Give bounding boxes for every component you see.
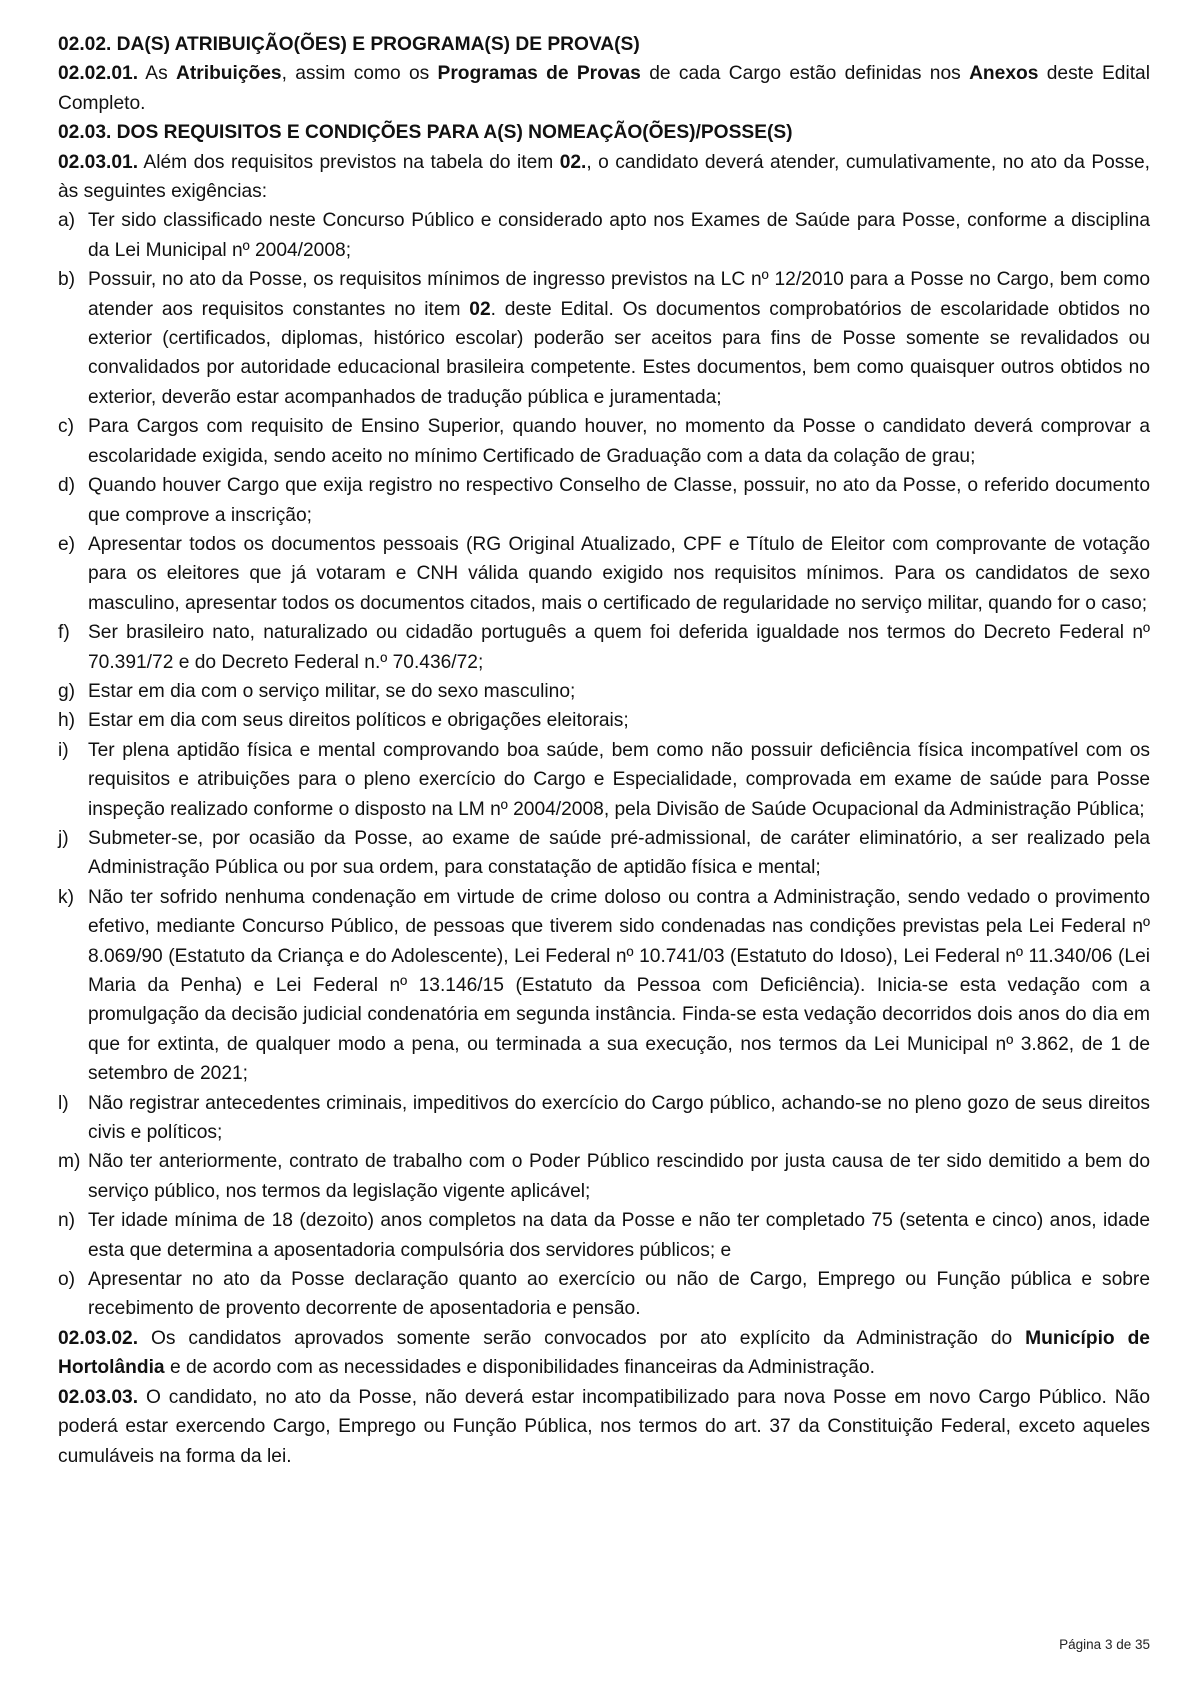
- paragraph-number: 02.02.01.: [58, 63, 139, 85]
- list-item-m: m) Não ter anteriormente, contrato de trabalho com o Poder Público rescindido por justa causa de ter sido demitido a bem do serviço público, nos termos da legislação vigente aplicável;: [58, 1147, 1150, 1206]
- list-item-label: h): [58, 710, 76, 732]
- list-item-label: f): [58, 622, 70, 644]
- list-item-label: n): [58, 1210, 76, 1232]
- list-item-n: n) Ter idade mínima de 18 (dezoito) anos completos na data da Posse e não ter completado 75 (setenta e cinco) anos, idade esta que determina a aposentadoria compulsória dos servidores públicos; e: [58, 1206, 1150, 1265]
- requirements-list: [58, 206, 1150, 1323]
- list-item-j: j) Submeter-se, por ocasião da Posse, ao exame de saúde pré-admissional, de caráter eliminatório, a ser realizado pela Administração Pública ou por sua ordem, para constatação de aptidão física e mental;: [58, 824, 1150, 883]
- section-heading-0203: 02.03. DOS REQUISITOS E CONDIÇÕES PARA A(S) NOMEAÇÃO(ÕES)/POSSE(S): [58, 122, 793, 144]
- list-item-g: g) Estar em dia com o serviço militar, se do sexo masculino;: [58, 677, 1150, 706]
- list-item-label: a): [58, 210, 76, 232]
- list-item-k: k) Não ter sofrido nenhuma condenação em virtude de crime doloso ou contra a Administração, sendo vedado o provimento efetivo, mediante Concurso Público, de pessoas que tiverem sido condenadas nas condições previstas pela Lei Federal nº 8.069/90 (Estatuto da Criança e do Adolescente), Lei Federal nº 10.741/03 (Estatuto do Idoso), Lei Federal nº 11.340/06 (Lei Maria da Penha) e Lei Federal nº 13.146/15 (Estatuto da Pessoa com Deficiência). Inicia-se esta vedação com a promulgação da decisão judicial condenatória em segunda instância. Finda-se esta vedação decorridos dois anos do dia em que for extinta, de qualquer modo a pena, ou terminada a sua execução, nos termos da Lei Municipal nº 3.862, de 1 de setembro de 2021;: [58, 883, 1150, 1089]
- list-item-a: a) Ter sido classificado neste Concurso Público e considerado apto nos Exames de Saúde para Posse, conforme a disciplina da Lei Municipal nº 2004/2008;: [58, 206, 1150, 265]
- list-item-i: i) Ter plena aptidão física e mental comprovando boa saúde, bem como não possuir deficiência física incompatível com os requisitos e atribuições para o pleno exercício do Cargo e Especialidade, comprovada em exame de saúde para Posse inspeção realizado conforme o disposto na LM nº 2004/2008, pela Divisão de Saúde Ocupacional da Administração Pública;: [58, 736, 1150, 824]
- page-number: Página 3 de 35: [1059, 1637, 1150, 1652]
- list-item-h: h) Estar em dia com seus direitos políticos e obrigações eleitorais;: [58, 706, 1150, 735]
- paragraph-number: 02.03.02.: [58, 1327, 139, 1349]
- paragraph-number: 02.03.01.: [58, 151, 139, 173]
- list-item-label: j): [58, 827, 69, 849]
- list-item-e: e) Apresentar todos os documentos pessoais (RG Original Atualizado, CPF e Título de Eleitor com comprovante de votação para os eleitores que já votaram e CNH válida quando exigido nos requisitos mínimos. Para os candidatos de sexo masculino, apresentar todos os documentos citados, mais o certificado de regularidade no serviço militar, quando for o caso;: [58, 530, 1150, 618]
- list-item-label: d): [58, 475, 76, 497]
- paragraph-020302: 02.03.02. Os candidatos aprovados somente serão convocados por ato explícito da Administração do Município de Hortolândia e de acordo com as necessidades e disponibilidades financeiras da Administração.: [58, 1327, 1150, 1379]
- list-item-o: o) Apresentar no ato da Posse declaração quanto ao exercício ou não de Cargo, Emprego ou Função pública e sobre recebimento de provento decorrente de aposentadoria e pensão.: [58, 1265, 1150, 1324]
- paragraph-020201: 02.02.01. As Atribuições, assim como os Programas de Provas de cada Cargo estão definidas nos Anexos deste Edital Completo.: [58, 63, 1150, 114]
- paragraph-number: 02.03.03.: [58, 1386, 139, 1408]
- list-item-label: m): [58, 1151, 81, 1173]
- list-item-label: l): [58, 1092, 69, 1114]
- document-page: [58, 30, 1150, 1471]
- list-item-b: b) Possuir, no ato da Posse, os requisitos mínimos de ingresso previstos na LC nº 12/2010 para a Posse no Cargo, bem como atender aos requisitos constantes no item 02. deste Edital. Os documentos comprobatórios de escolaridade obtidos no exterior (certificados, diplomas, histórico escolar) poderão ser aceitos para fins de Posse somente se revalidados ou convalidados por autoridade educacional brasileira competente. Estes documentos, bem como quaisquer outros obtidos no exterior, deverão estar acompanhados de tradução pública e juramentada;: [58, 265, 1150, 412]
- document-body: [58, 30, 1150, 1471]
- paragraph-020303: 02.03.03. O candidato, no ato da Posse, não deverá estar incompatibilizado para nova Posse em novo Cargo Público. Não poderá estar exercendo Cargo, Emprego ou Função Pública, nos termos do art. 37 da Constituição Federal, exceto aqueles cumuláveis na forma da lei.: [58, 1386, 1150, 1467]
- list-item-d: d) Quando houver Cargo que exija registro no respectivo Conselho de Classe, possuir, no ato da Posse, o referido documento que comprove a inscrição;: [58, 471, 1150, 530]
- section-heading-0202: 02.02. DA(S) ATRIBUIÇÃO(ÕES) E PROGRAMA(S) DE PROVA(S): [58, 34, 640, 55]
- list-item-label: o): [58, 1269, 76, 1291]
- list-item-label: b): [58, 269, 76, 291]
- list-item-l: l) Não registrar antecedentes criminais, impeditivos do exercício do Cargo público, achando-se no pleno gozo de seus direitos civis e políticos;: [58, 1089, 1150, 1148]
- list-item-label: g): [58, 680, 76, 702]
- list-item-f: f) Ser brasileiro nato, naturalizado ou cidadão português a quem foi deferida igualdade nos termos do Decreto Federal nº 70.391/72 e do Decreto Federal n.º 70.436/72;: [58, 618, 1150, 677]
- list-item-label: i): [58, 739, 69, 761]
- list-item-label: e): [58, 533, 76, 555]
- list-item-label: k): [58, 886, 74, 908]
- paragraph-020301: 02.03.01. Além dos requisitos previstos na tabela do item 02., o candidato deverá atender, cumulativamente, no ato da Posse, às seguintes exigências:: [58, 151, 1150, 203]
- list-item-label: c): [58, 416, 74, 438]
- list-item-c: c) Para Cargos com requisito de Ensino Superior, quando houver, no momento da Posse o candidato deverá comprovar a escolaridade exigida, sendo aceito no mínimo Certificado de Graduação com a data da colação de grau;: [58, 412, 1150, 471]
